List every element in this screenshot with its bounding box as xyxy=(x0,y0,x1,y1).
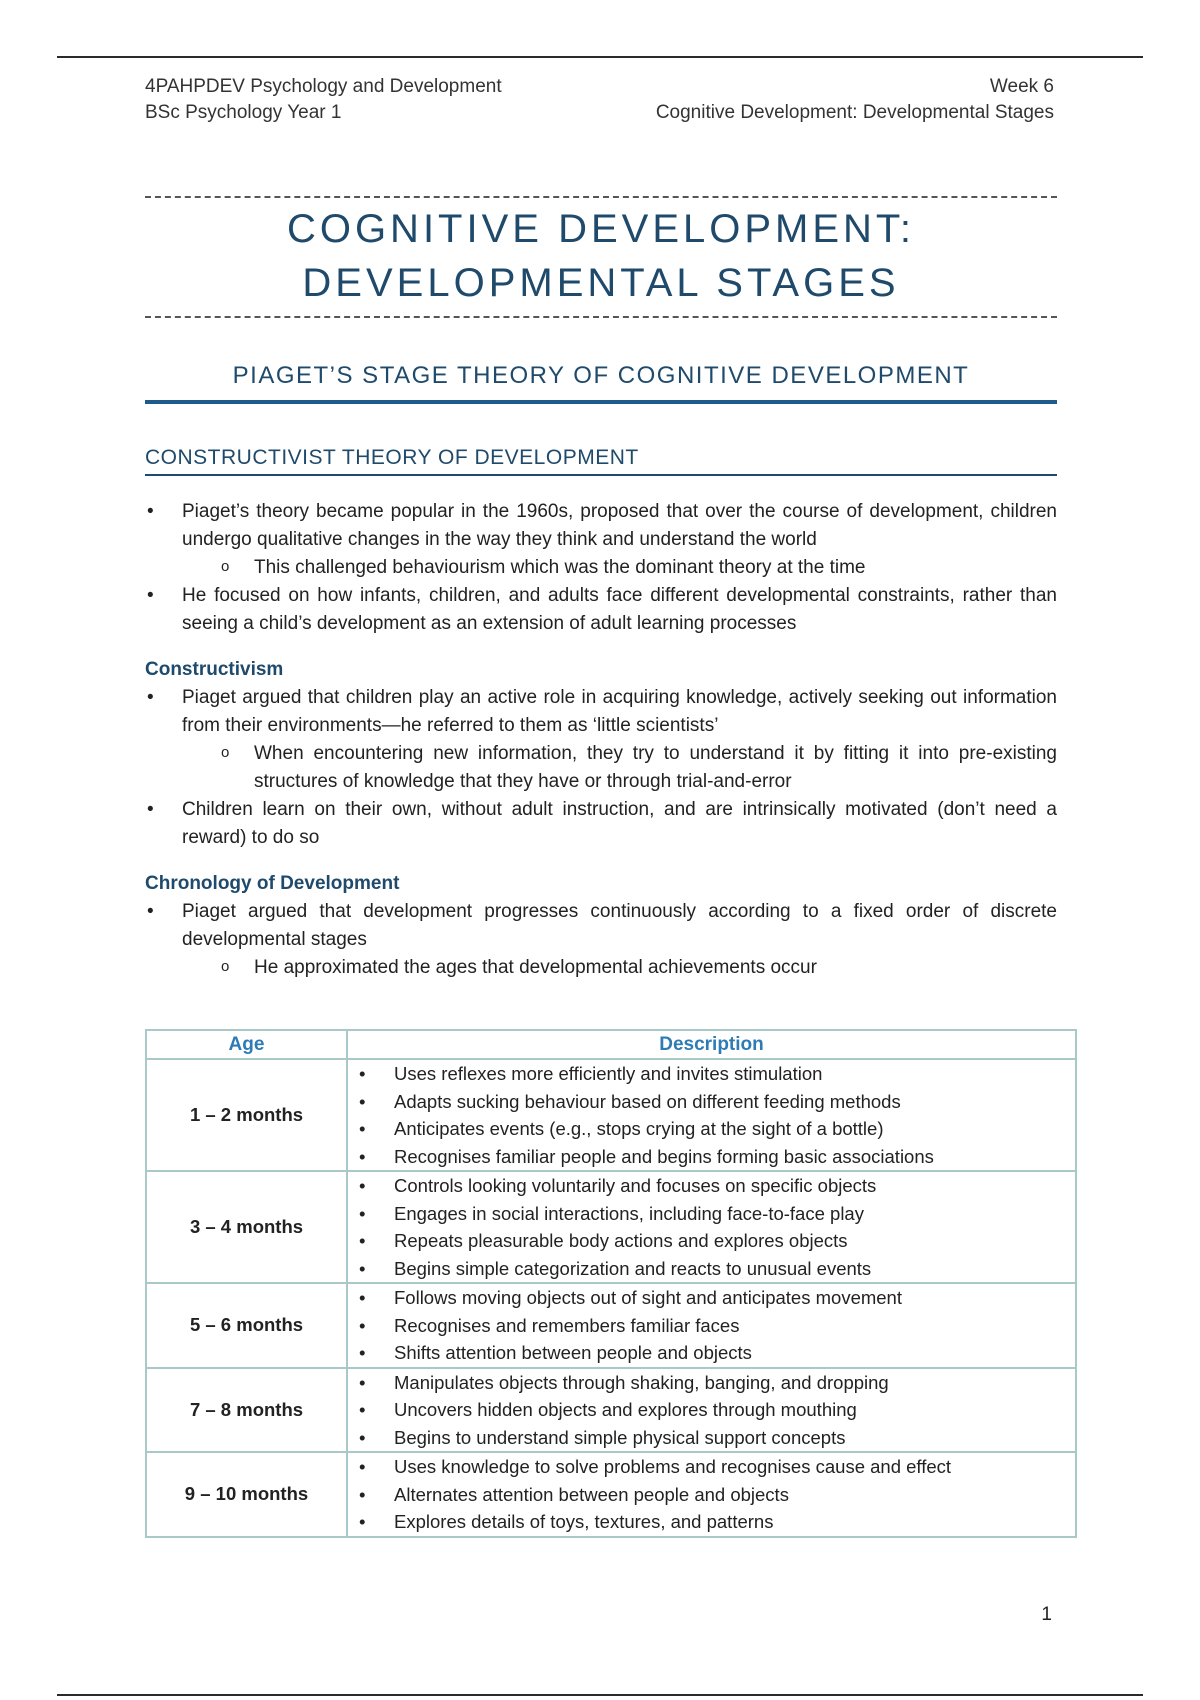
description-item: • Begins to understand simple physical support concepts xyxy=(348,1424,1075,1452)
week-label: Week 6 xyxy=(989,76,1054,97)
description-item: • Alternates attention between people and objects xyxy=(348,1481,1075,1509)
description-item: • Recognises familiar people and begins forming basic associations xyxy=(348,1143,1075,1171)
description-item: • Adapts sucking behaviour based on different feeding methods xyxy=(348,1088,1075,1116)
intro-sub-bullet-1: o This challenged behaviourism which was the dominant theory at the time xyxy=(145,554,1057,582)
description-item: • Manipulates objects through shaking, banging, and dropping xyxy=(348,1369,1075,1397)
programme: BSc Psychology Year 1 xyxy=(145,102,342,123)
header-right xyxy=(656,74,1054,126)
description-item: • Uncovers hidden objects and explores through mouthing xyxy=(348,1396,1075,1424)
age-cell: 1 – 2 months xyxy=(146,1059,347,1171)
description-item: • Shifts attention between people and objects xyxy=(348,1339,1075,1367)
intro-list xyxy=(145,498,1057,638)
page-title-block xyxy=(145,196,1057,318)
description-cell xyxy=(347,1368,1076,1453)
chronology-heading: Chronology of Development xyxy=(145,873,400,894)
intro-bullet-2: • He focused on how infants, children, and adults face different developmental constraints, rather than seeing a child’s development as an extension of adult learning processes xyxy=(145,582,1057,638)
age-cell: 7 – 8 months xyxy=(146,1368,347,1453)
chronology-list xyxy=(145,898,1057,982)
description-item: • Repeats pleasurable body actions and explores objects xyxy=(348,1227,1075,1255)
description-item: • Controls looking voluntarily and focuses on specific objects xyxy=(348,1172,1075,1200)
description-cell xyxy=(347,1171,1076,1283)
table-row xyxy=(146,1283,1076,1368)
age-column-header: Age xyxy=(146,1030,347,1059)
description-item: • Uses reflexes more efficiently and invites stimulation xyxy=(348,1060,1075,1088)
top-rule xyxy=(57,56,1143,58)
page-title xyxy=(145,198,1057,316)
table-row xyxy=(146,1452,1076,1537)
description-column-header: Description xyxy=(347,1030,1076,1059)
table-row xyxy=(146,1368,1076,1453)
age-cell: 5 – 6 months xyxy=(146,1283,347,1368)
title-dashed-rule-bottom xyxy=(145,316,1057,318)
constructivism-bullet-2: • Children learn on their own, without adult instruction, and are intrinsically motivated (don’t need a reward) to do so xyxy=(145,796,1057,852)
chronology-bullet-1: • Piaget argued that development progresses continuously according to a fixed order of discrete developmental stages xyxy=(145,898,1057,954)
description-item: • Uses knowledge to solve problems and recognises cause and effect xyxy=(348,1453,1075,1481)
description-item: • Recognises and remembers familiar faces xyxy=(348,1312,1075,1340)
page-number: 1 xyxy=(1041,1604,1052,1625)
intro-bullet-1: • Piaget’s theory became popular in the 1960s, proposed that over the course of development, children undergo qualitative changes in the way they think and understand the world xyxy=(145,498,1057,554)
topic-label: Cognitive Development: Developmental Stages xyxy=(655,102,1054,123)
constructivism-bullet-1: • Piaget argued that children play an active role in acquiring knowledge, actively seeking out information from their environments—he referred to them as ‘little scientists’ xyxy=(145,684,1057,740)
description-cell xyxy=(347,1059,1076,1171)
page-title-line-2: DEVELOPMENTAL STAGES xyxy=(302,261,900,305)
description-cell xyxy=(347,1452,1076,1537)
table-row xyxy=(146,1059,1076,1171)
constructivism-heading: Constructivism xyxy=(145,659,284,680)
subsection-heading: CONSTRUCTIVIST THEORY OF DEVELOPMENT xyxy=(145,446,1057,476)
description-item: • Explores details of toys, textures, and patterns xyxy=(348,1508,1075,1536)
description-item: • Follows moving objects out of sight and anticipates movement xyxy=(348,1284,1075,1312)
description-cell xyxy=(347,1283,1076,1368)
page-title-line-1: COGNITIVE DEVELOPMENT: xyxy=(286,207,916,251)
age-cell: 3 – 4 months xyxy=(146,1171,347,1283)
development-table xyxy=(145,1029,1077,1538)
body-content xyxy=(145,498,1057,982)
description-item: • Begins simple categorization and reacts to unusual events xyxy=(348,1255,1075,1283)
constructivism-sub-bullet-1: o When encountering new information, they try to understand it by fitting it into pre-existing structures of knowledge that they have or through trial-and-error xyxy=(145,740,1057,796)
table-row xyxy=(146,1171,1076,1283)
course-code-title: 4PAHPDEV Psychology and Development xyxy=(145,76,502,97)
age-cell: 9 – 10 months xyxy=(146,1452,347,1537)
constructivism-list xyxy=(145,684,1057,852)
description-item: • Engages in social interactions, including face-to-face play xyxy=(348,1200,1075,1228)
bottom-rule xyxy=(57,1694,1143,1696)
chronology-sub-bullet-1: o He approximated the ages that developmental achievements occur xyxy=(145,954,1057,982)
header-left xyxy=(145,74,502,126)
section-heading: PIAGET’S STAGE THEORY OF COGNITIVE DEVELOPMENT xyxy=(145,362,1057,404)
table-header-row xyxy=(146,1030,1076,1059)
description-item: • Anticipates events (e.g., stops crying at the sight of a bottle) xyxy=(348,1115,1075,1143)
